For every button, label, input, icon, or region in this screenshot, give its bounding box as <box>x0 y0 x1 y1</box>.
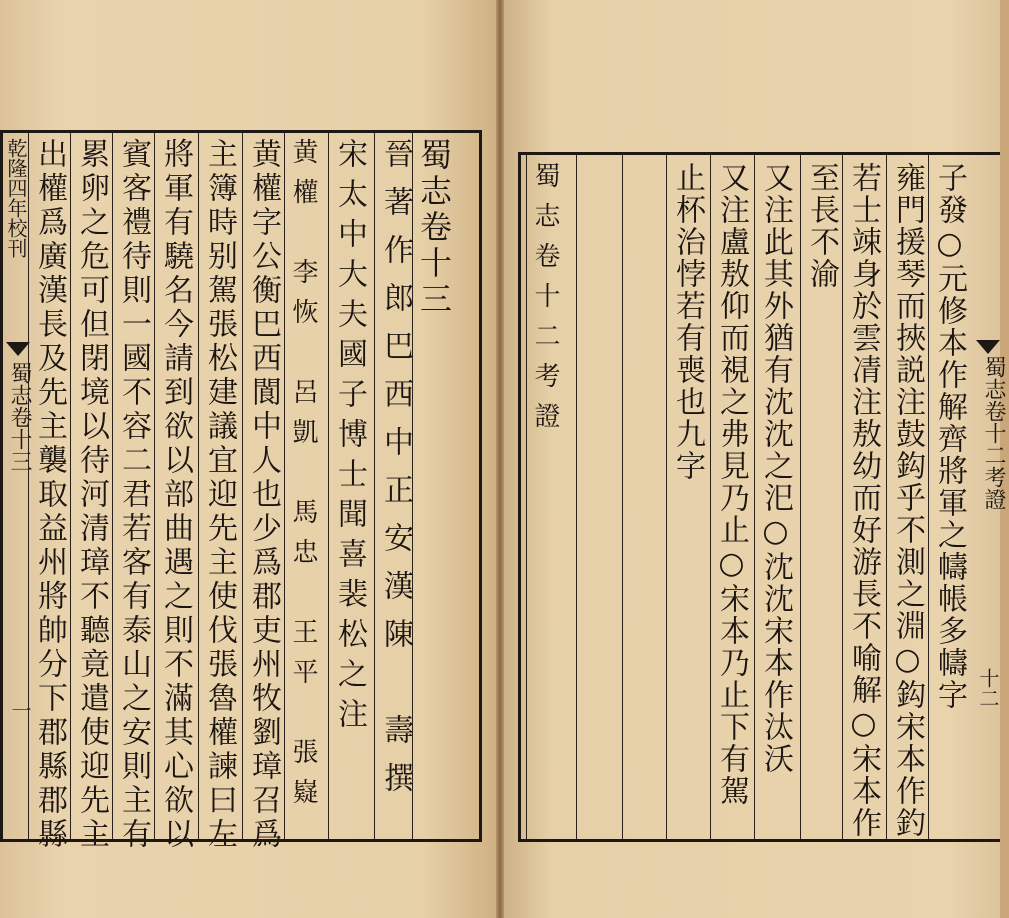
left-column: 宋太中大夫國子博士聞喜裴松之注 <box>332 138 367 738</box>
right-column-rule <box>754 155 755 839</box>
right-column: 雍門援琴而挾説注鼓鈎乎不測之淵○鈎宋本作釣 <box>890 162 925 839</box>
right-column-rule <box>886 155 887 839</box>
left-column-rule <box>242 133 243 839</box>
left-column: 黄權字公衡巴西閬中人也少爲郡吏州牧劉璋召爲 <box>246 138 281 852</box>
right-column-rule <box>710 155 711 839</box>
book-spine <box>496 0 504 918</box>
left-column: 主簿時别駕張松建議宜迎先主使伐張魯權諫曰左 <box>202 138 237 852</box>
right-fold-label: 蜀志卷十二考證 <box>981 356 1006 510</box>
left-column: 將軍有驍名今請到欲以部曲遇之則不滿其心欲以 <box>158 138 193 852</box>
right-column-rule <box>526 155 527 839</box>
left-fold-page-number: 一 <box>8 700 32 720</box>
left-column: 累卵之危可但閉境以待河清璋不聽竟遣使迎先主 <box>74 138 109 852</box>
right-column: 子發○元修本作解齊將軍之幬帳多幬字 <box>932 162 967 711</box>
left-column-rule <box>28 133 29 839</box>
right-column: 止杯治悖若有喪也九字 <box>670 162 705 482</box>
right-column-rule <box>842 155 843 839</box>
left-column: 蜀志卷十三 <box>415 138 453 318</box>
left-column-rule <box>154 133 155 839</box>
right-fold-page-number: 十二 <box>976 668 1000 708</box>
left-fold-label: 蜀志卷十三 <box>7 362 32 472</box>
left-column: 晉著作郎巴西中正安漢陳 壽撰 <box>378 138 413 810</box>
right-column-rule <box>622 155 623 839</box>
right-column-rule <box>800 155 801 839</box>
left-column-rule <box>284 133 285 839</box>
left-column: 黄權 李恢 呂凱 馬忠 王平 張嶷 <box>288 138 318 818</box>
right-column: 蜀志卷十二考證 <box>530 162 560 442</box>
right-column-rule <box>666 155 667 839</box>
left-column: 賓客禮待則一國不容二君若客有泰山之安則主有 <box>116 138 151 852</box>
left-column: 出權爲廣漢長及先主襲取益州將帥分下郡縣郡縣 <box>32 138 67 852</box>
right-fishtail-mark <box>976 340 1000 354</box>
right-column-rule <box>928 155 929 839</box>
left-column-rule <box>328 133 329 839</box>
left-margin-label: 乾隆四年校刊 <box>4 138 28 258</box>
right-column: 至長不渝 <box>804 162 839 290</box>
left-column-rule <box>198 133 199 839</box>
left-column-rule <box>70 133 71 839</box>
left-column-rule <box>112 133 113 839</box>
fishtail-mark <box>6 342 30 356</box>
left-column-rule <box>374 133 375 839</box>
right-column: 又注此其外猶有沈沈之汜○沈沈宋本作汰沃 <box>758 162 793 775</box>
right-column: 又注盧敖仰而視之弗見乃止○宋本乃止下有駕 <box>714 162 749 807</box>
right-column: 若士竦身於雲凊注敖幼而好游長不喻解○宋本作 <box>846 162 881 839</box>
right-column-rule <box>576 155 577 839</box>
